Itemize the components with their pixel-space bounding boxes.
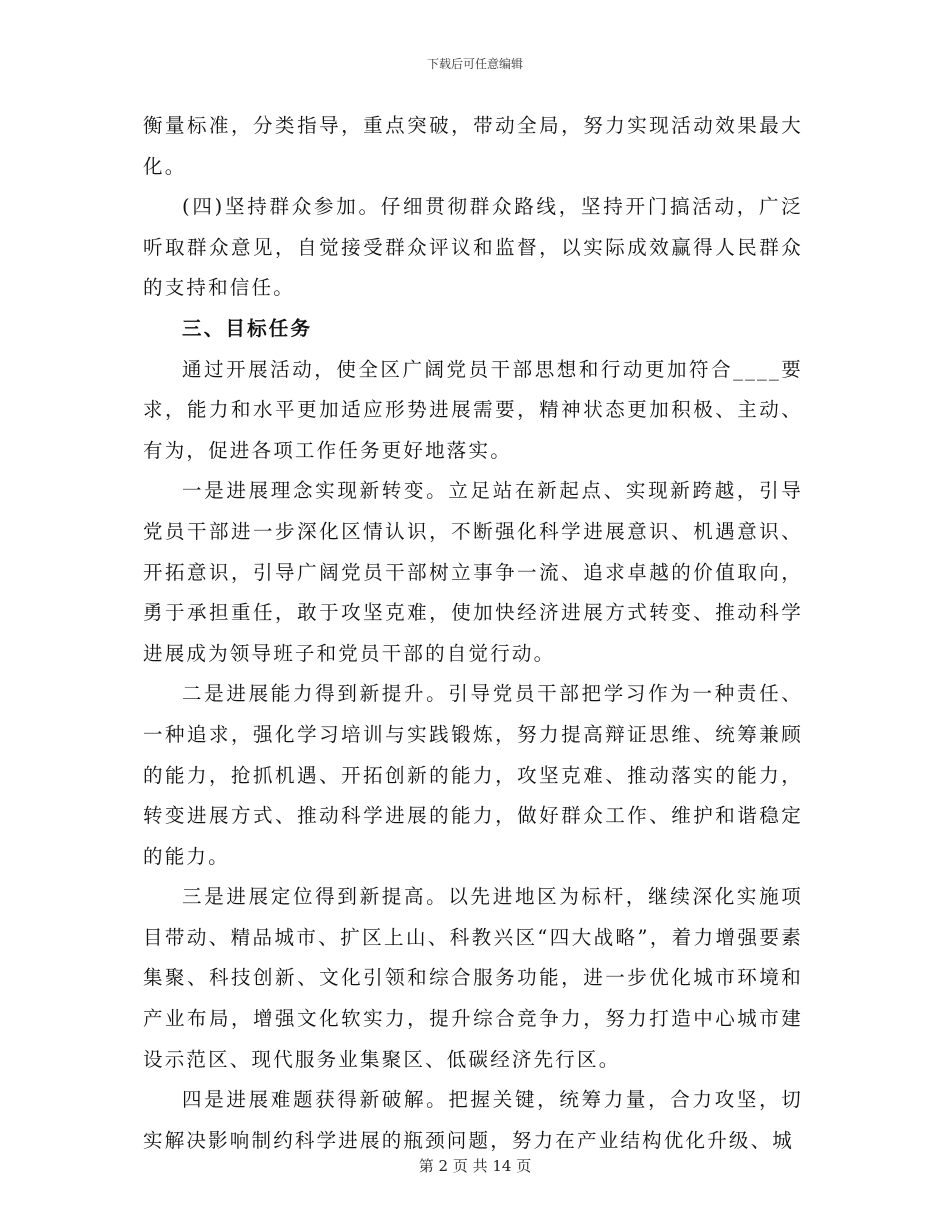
paragraph-goal-three: 三是进展定位得到新提高。以先进地区为标杆，继续深化实施项目带动、精品城市、扩区上山、科教兴区“四大战略”，着力增强要素集聚、科技创新、文化引领和综合服务功能，进一步优化城市环境和产业布局，增强文化软实力，提升综合竞争力，努力打造中心城市建设示范区、现代服务业集聚区、低碳经济先行区。: [143, 885, 803, 1071]
paragraph-mass-participation: (四)坚持群众参加。仔细贯彻群众路线，坚持开门搞活动，广泛听取群众意见，自觉接受群众评议和监督，以实际成效赢得人民群众的支持和信任。: [143, 195, 803, 300]
section-heading-goals: 三、目标任务: [182, 316, 313, 340]
paragraph-goal-one: 一是进展理念实现新转变。立足站在新起点、实现新跨越，引导党员干部进一步深化区情认识，不断强化科学进展意识、机遇意识、开拓意识，引导广阔党员干部树立事争一流、追求卓越的价值取向，勇于承担重任，敢于攻坚克难，使加快经济进展方式转变、推动科学进展成为领导班子和党员干部的自觉行动。: [143, 479, 803, 665]
paragraph-continuation: 衡量标准，分类指导，重点突破，带动全局，努力实现活动效果最大化。: [143, 114, 803, 178]
paragraph-goal-four: 四是进展难题获得新破解。把握关键，统筹力量，合力攻坚，切实解决影响制约科学进展的瓶颈问题，努力在产业结构优化升级、城: [143, 1088, 803, 1152]
page-header: 下载后可任意编辑: [426, 57, 523, 71]
paragraph-goal-two: 二是进展能力得到新提升。引导党员干部把学习作为一种责任、一种追求，强化学习培训与实践锻炼，努力提高辩证思维、统筹兼顾的能力，抢抓机遇、开拓创新的能力，攻坚克难、推动落实的能力，转变进展方式、推动科学进展的能力，做好群众工作、维护和谐稳定的能力。: [143, 682, 803, 868]
document-body: [143, 106, 803, 1161]
page-number: 第 2 页 共 14 页: [418, 1157, 532, 1175]
paragraph-goals-intro: 通过开展活动，使全区广阔党员干部思想和行动更加符合____要求，能力和水平更加适应形势进展需要，精神状态更加积极、主动、有为，促进各项工作任务更好地落实。: [143, 357, 803, 462]
